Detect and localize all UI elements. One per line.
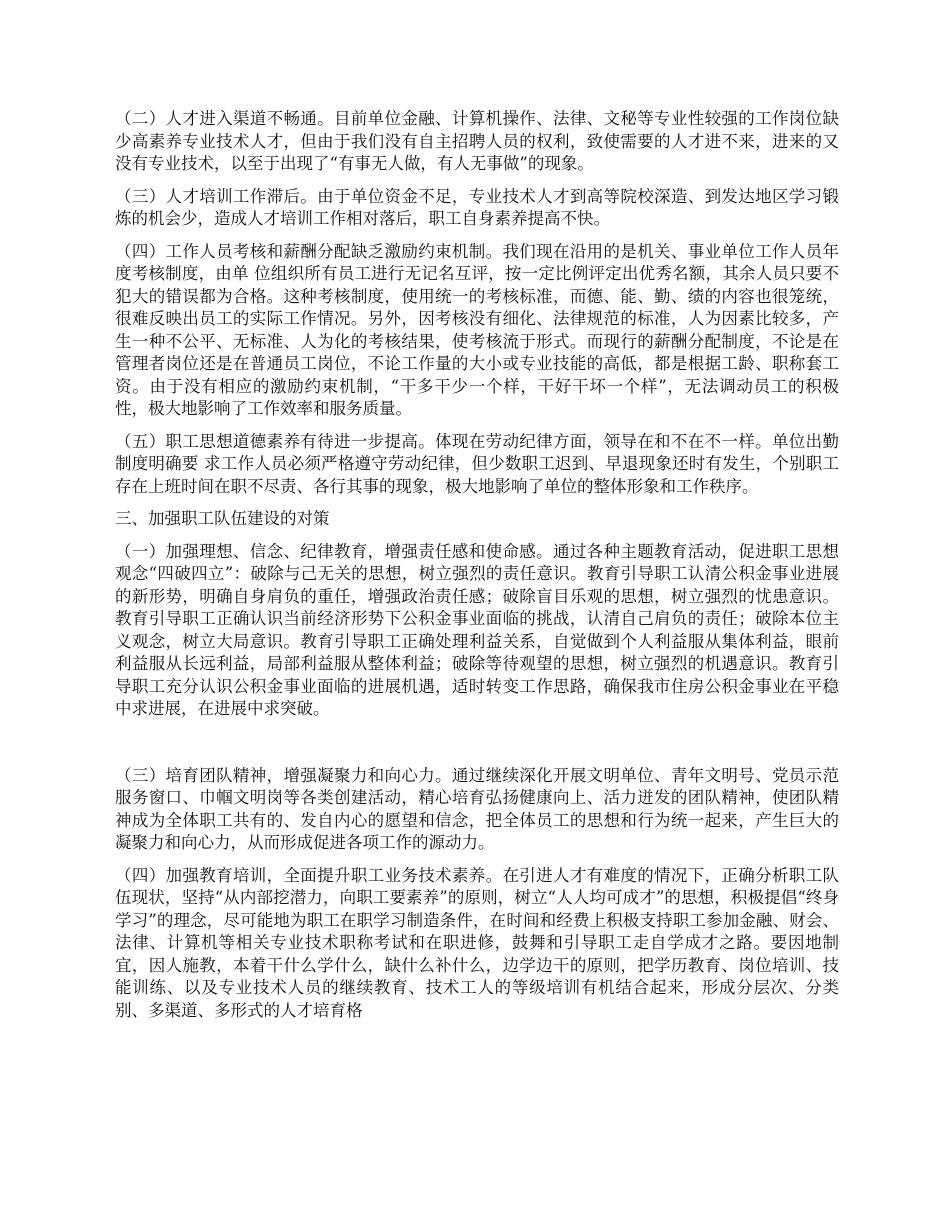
paragraph-ideal-belief: （一）加强理想、信念、纪律教育，增强责任感和使命感。通过各种主题教育活动，促进职工思想观念“四破四立”：破除与己无关的思想，树立强烈的责任意识。教育引导职工认清公积金事业进展的新形势，明确自身肩负的重任，增强政治责任感；破除盲目乐观的思想，树立强烈的忧患意识。教育引导职工正确认识当前经济形势下公积金事业面临的挑战，认清自己肩负的责任；破除本位主义观念，树立大局意识。教育引导职工正确处理利益关系，自觉做到个人利益服从集体利益，眼前利益服从长远利益，局部利益服从整体利益；破除等待观望的思想，树立强烈的机遇意识。教育引导职工充分认识公积金事业面临的进展机遇，适时转变工作思路，确保我市住房公积金事业在平稳中求进展，在进展中求突破。 bbox=[115, 541, 839, 718]
paragraph-education-training: （四）加强教育培训，全面提升职工业务技术素养。在引进人才有难度的情况下，正确分析职工队伍现状，坚持“从内部挖潜力，向职工要素养”的原则，树立“人人均可成才”的思想，积极提倡“终身学习”的理念，尽可能地为职工在职学习制造条件，在时间和经费上积极支持职工参加金融、财会、法律、计算机等相关专业技术职称考试和在职进修，鼓舞和引导职工走自学成才之路。要因地制宜，因人施教，本着干什么学什么，缺什么补什么，边学边干的原则，把学历教育、岗位培训、技能训练、以及专业技术人员的继续教育、技术工人的等级培训有机结合起来，形成分层次、分类别、多渠道、多形式的人才培育格 bbox=[115, 865, 839, 1020]
paragraph-talent-channel: （二）人才进入渠道不畅通。目前单位金融、计算机操作、法律、文秘等专业性较强的工作岗位缺少高素养专业技术人才，但由于我们没有自主招聘人员的权利，致使需要的人才进不来，进来的又没有专业技术，以至于出现了“有事无人做，有人无事做”的现象。 bbox=[115, 109, 839, 173]
paragraph-talent-training: （三）人才培训工作滞后。由于单位资金不足，专业技术人才到高等院校深造、到发达地区学习锻炼的机会少，造成人才培训工作相对落后，职工自身素养提高不快。 bbox=[115, 186, 839, 228]
paragraph-moral-quality: （五）职工思想道德素养有待进一步提高。体现在劳动纪律方面，领导在和不在不一样。单位出勤制度明确要 求工作人员必须严格遵守劳动纪律，但少数职工迟到、早退现象还时有发生，个别职工存在上班时间在职不尽责、各行其事的现象，极大地影响了单位的整体形象和工作秩序。 bbox=[115, 431, 839, 496]
paragraph-team-spirit: （三）培育团队精神，增强凝聚力和向心力。通过继续深化开展文明单位、青年文明号、党员示范服务窗口、巾帼文明岗等各类创建活动，精心培育弘扬健康向上、活力迸发的团队精神，使团队精神成为全体职工共有的、发自内心的愿望和信念，把全体员工的思想和行为统一起来，产生巨大的凝聚力和向心力，从而形成促进各项工作的源动力。 bbox=[115, 765, 839, 852]
section-heading: 三、加强职工队伍建设的对策 bbox=[115, 509, 330, 528]
section-gap bbox=[115, 731, 839, 765]
document-body bbox=[115, 108, 839, 1032]
paragraph-assessment-salary: （四）工作人员考核和薪酬分配缺乏激励约束机制。我们现在沿用的是机关、事业单位工作人员年度考核制度，由单 位组织所有员工进行无记名互评，按一定比例评定出优秀名额，其余人员只要不犯大的错误都为合格。这种考核制度，使用统一的考核标准，而德、能、勤、绩的内容也很笼统，很难反映出员工的实际工作情况。另外，因考核没有细化、法律规范的标准，人为因素比较多，产生一种不公平、无标准、人为化的考核结果，使考核流于形式。而现行的薪酬分配制度，不论是在管理者岗位还是在普通员工岗位，不论工作量的大小或专业技能的高低，都是根据工龄、职称套工资。由于没有相应的激励约束机制，“干多干少一个样，干好干坏一个样”，无法调动员工的积极性，极大地影响了工作效率和服务质量。 bbox=[115, 241, 839, 418]
